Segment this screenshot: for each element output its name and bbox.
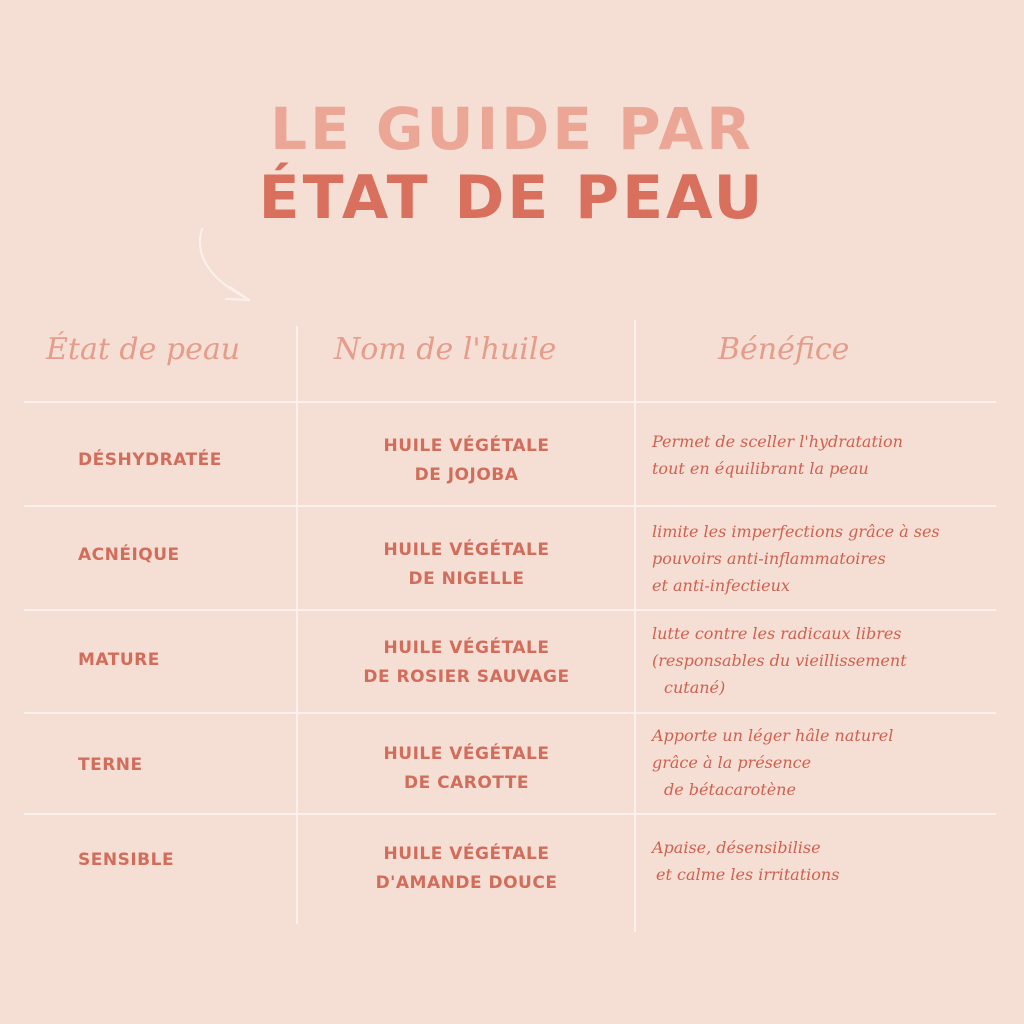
benefit-line: et calme les irritations — [656, 865, 840, 884]
benefit-cell — [652, 518, 1012, 599]
benefit-cell — [652, 620, 1012, 701]
title-line-1: LE GUIDE PAR — [270, 95, 754, 163]
row-divider-header — [24, 401, 996, 403]
benefit-line: Apporte un léger hâle naturel — [652, 726, 894, 745]
benefit-line: (responsables du vieillissement — [652, 651, 907, 670]
skin-state-cell: TERNE — [78, 755, 143, 775]
row-divider-1 — [24, 505, 996, 507]
benefit-line: de bétacarotène — [664, 780, 796, 799]
benefit-line: Permet de sceller l'hydratation — [652, 432, 903, 451]
oil-name-line: DE NIGELLE — [408, 569, 525, 589]
oil-name-line: HUILE VÉGÉTALE — [383, 540, 550, 560]
column-divider-2 — [634, 320, 636, 932]
row-divider-2 — [24, 609, 996, 611]
benefit-cell — [652, 722, 1012, 803]
benefit-cell — [652, 428, 1012, 482]
oil-name-line: DE CAROTTE — [403, 773, 529, 793]
benefit-line: limite les imperfections grâce à ses — [652, 522, 940, 541]
curved-arrow-icon — [190, 225, 260, 305]
oil-name-line: DE JOJOBA — [414, 465, 519, 485]
title-line-2: ÉTAT DE PEAU — [258, 163, 766, 233]
benefit-line: lutte contre les radicaux libres — [652, 624, 902, 643]
oil-name-cell — [300, 740, 633, 798]
header-oil-name: Nom de l'huile — [334, 332, 557, 367]
skin-state-cell: SENSIBLE — [78, 850, 175, 870]
oil-name-cell — [300, 840, 633, 898]
row-divider-4 — [24, 813, 996, 815]
oil-name-line: HUILE VÉGÉTALE — [383, 744, 550, 764]
oil-name-cell — [300, 536, 633, 594]
oil-name-line: DE ROSIER SAUVAGE — [363, 667, 570, 687]
skin-state-cell: DÉSHYDRATÉE — [78, 450, 222, 470]
header-benefit: Bénéfice — [718, 332, 850, 367]
benefit-line: pouvoirs anti-inflammatoires — [652, 549, 886, 568]
row-divider-3 — [24, 712, 996, 714]
oil-name-line: HUILE VÉGÉTALE — [383, 436, 550, 456]
benefit-line: grâce à la présence — [652, 753, 812, 772]
skin-state-cell: MATURE — [78, 650, 160, 670]
skin-state-cell: ACNÉIQUE — [78, 545, 180, 565]
benefit-line: Apaise, désensibilise — [652, 838, 821, 857]
benefit-line: et anti-infectieux — [652, 576, 790, 595]
oil-name-line: HUILE VÉGÉTALE — [383, 844, 550, 864]
header-skin-state: État de peau — [46, 332, 241, 367]
benefit-line: tout en équilibrant la peau — [652, 459, 869, 478]
column-divider-1 — [296, 326, 298, 924]
benefit-cell — [652, 834, 1012, 888]
benefit-line: cutané) — [664, 678, 726, 697]
oil-name-cell — [300, 432, 633, 490]
oil-name-line: D'AMANDE DOUCE — [375, 873, 558, 893]
oil-name-line: HUILE VÉGÉTALE — [383, 638, 550, 658]
oil-name-cell — [300, 634, 633, 692]
